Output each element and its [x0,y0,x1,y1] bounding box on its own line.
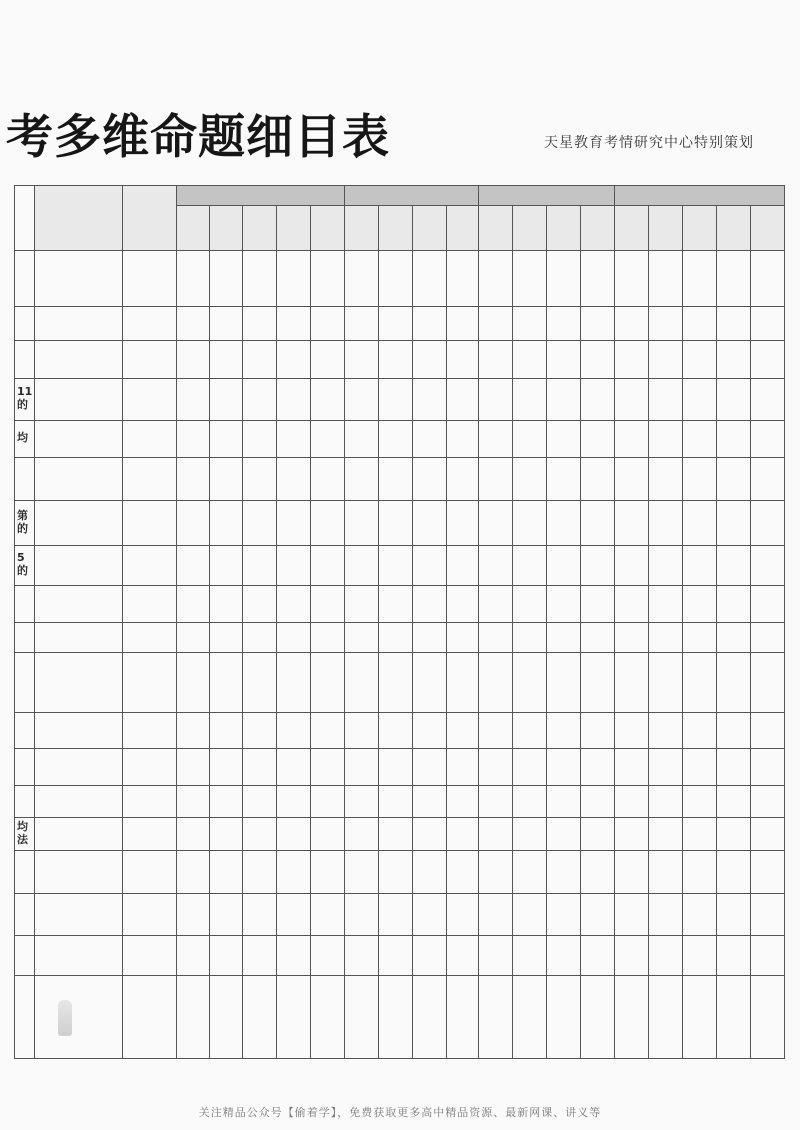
innovation-cell [34,585,122,622]
check-mark [478,306,512,340]
header-column [546,205,580,250]
check-mark [580,935,614,975]
header-innovation [34,185,122,250]
check-mark [310,975,344,1058]
row-rule [14,545,785,546]
header-group [176,185,344,205]
check-mark [750,378,784,420]
check-mark [648,893,682,935]
col-rule [716,205,717,1059]
check-mark [310,622,344,652]
check-mark [209,850,242,893]
check-mark [344,340,378,378]
col-rule [378,205,379,1059]
check-mark [412,652,446,712]
check-mark [512,785,546,817]
check-mark [209,420,242,457]
check-mark [242,817,276,850]
check-mark [344,622,378,652]
check-mark [546,975,580,1058]
header-situation [122,185,176,250]
situation-cell [122,748,176,785]
check-mark [344,785,378,817]
row-rule [14,306,785,307]
check-mark [176,500,209,545]
check-mark [209,340,242,378]
situation-cell [122,250,176,306]
situation-cell [122,457,176,500]
situation-cell [122,652,176,712]
innovation-cell [34,545,122,585]
header-group [614,185,784,205]
col-rule [34,185,35,1059]
check-mark [750,622,784,652]
check-mark [682,785,716,817]
check-mark [209,748,242,785]
check-mark [546,622,580,652]
footer-note: 关注精品公众号【偷着学】，免费获取更多高中精品资源、最新网课、讲义等 [198,1106,602,1119]
row-rule [14,893,785,894]
innovation-cell [34,748,122,785]
innovation-cell [34,785,122,817]
check-mark [546,652,580,712]
header-column [682,205,716,250]
check-mark [648,975,682,1058]
col-rule [122,185,123,1059]
check-mark [512,500,546,545]
check-mark [580,893,614,935]
check-mark [176,378,209,420]
col-rule [478,185,479,1059]
check-mark [344,652,378,712]
check-mark [682,457,716,500]
check-mark [344,306,378,340]
innovation-cell [34,850,122,893]
left-fragment: 第 的 [17,508,28,535]
row-rule [14,748,785,749]
check-mark [478,420,512,457]
check-mark [176,817,209,850]
check-mark [344,545,378,585]
check-mark [648,850,682,893]
col-rule [682,205,683,1059]
col-rule [446,205,447,1059]
header-group [344,185,478,205]
left-fragment: 5 的 [17,551,28,577]
check-mark [478,850,512,893]
header-column [614,205,648,250]
header-column [378,205,412,250]
check-mark [176,457,209,500]
check-mark [546,250,580,306]
check-mark [310,378,344,420]
header-column [716,205,750,250]
situation-cell [122,585,176,622]
check-mark [209,585,242,622]
check-mark [614,420,648,457]
check-mark [344,817,378,850]
check-mark [648,585,682,622]
col-rule [580,205,581,1059]
situation-cell [122,378,176,420]
situation-cell [122,712,176,748]
check-mark [716,935,750,975]
header-group [478,185,614,205]
innovation-cell [34,975,122,1058]
check-mark [412,622,446,652]
check-mark [344,850,378,893]
innovation-cell [34,652,122,712]
check-mark [209,500,242,545]
check-mark [412,545,446,585]
col-rule [614,185,615,1059]
col-rule [176,185,177,1059]
situation-cell [122,500,176,545]
check-mark [378,378,412,420]
check-mark [209,893,242,935]
situation-cell [122,622,176,652]
check-mark [512,250,546,306]
check-mark [344,585,378,622]
check-mark [176,748,209,785]
check-mark [344,250,378,306]
check-mark [176,935,209,975]
innovation-cell [34,712,122,748]
header-column [648,205,682,250]
innovation-cell [34,935,122,975]
check-mark [412,457,446,500]
check-mark [682,712,716,748]
check-mark [412,748,446,785]
col-rule [310,205,311,1059]
check-mark [512,545,546,585]
situation-cell [122,893,176,935]
check-mark [512,817,546,850]
check-mark [580,378,614,420]
innovation-cell [34,500,122,545]
check-mark [412,500,446,545]
check-mark [176,975,209,1058]
innovation-cell [34,306,122,340]
row-rule [14,340,785,341]
col-rule [209,205,210,1059]
left-fragment: 均 [17,431,28,445]
header-column [446,205,478,250]
check-mark [682,306,716,340]
page-title: 考多维命题细目表 [6,110,390,165]
header-column [478,205,512,250]
check-mark [378,893,412,935]
innovation-cell [34,817,122,850]
row-rule [14,652,785,653]
col-rule [512,205,513,1059]
col-rule [14,185,15,1059]
check-mark [176,420,209,457]
situation-cell [122,817,176,850]
check-mark [682,250,716,306]
check-mark [176,622,209,652]
check-mark [512,748,546,785]
row-rule [14,622,785,623]
check-mark [344,975,378,1058]
check-mark [478,712,512,748]
innovation-cell [34,340,122,378]
check-mark [412,785,446,817]
row-rule [14,1058,785,1059]
header-column [242,205,276,250]
situation-cell [122,785,176,817]
check-mark [716,817,750,850]
detail-table [0,175,790,1060]
check-mark [716,748,750,785]
innovation-cell [34,378,122,420]
check-mark [209,457,242,500]
check-mark [242,545,276,585]
check-mark [209,817,242,850]
row-rule [14,457,785,458]
header-column [750,205,784,250]
check-mark [412,585,446,622]
check-mark [344,748,378,785]
check-mark [750,652,784,712]
check-mark [209,652,242,712]
table-top-rule [14,185,785,186]
check-mark [716,500,750,545]
check-mark [176,652,209,712]
col-rule [750,205,751,1059]
header-column [412,205,446,250]
check-mark [242,785,276,817]
header-column [310,205,344,250]
col-rule [412,205,413,1059]
row-rule [14,585,785,586]
check-mark [716,545,750,585]
situation-cell [122,420,176,457]
row-rule [14,850,785,851]
group-rule [176,205,785,206]
row-rule [14,975,785,976]
row-rule [14,378,785,379]
situation-cell [122,306,176,340]
check-mark [546,545,580,585]
row-rule [14,420,785,421]
innovation-cell [34,420,122,457]
header-column [512,205,546,250]
col-rule [344,185,345,1059]
check-mark [176,785,209,817]
check-mark [209,306,242,340]
row-rule [14,500,785,501]
situation-cell [122,975,176,1058]
page-subtitle: 天星教育考情研究中心特别策划 [544,135,754,151]
check-mark [512,457,546,500]
left-fragment: 11 的 [17,385,33,411]
row-rule [14,250,785,251]
col-rule [648,205,649,1059]
check-mark [209,712,242,748]
header-column [580,205,614,250]
col-rule [784,185,785,1059]
header-column [344,205,378,250]
header-column [176,205,209,250]
row-rule [14,785,785,786]
left-fragment: 均 法 [17,819,28,846]
check-mark [276,652,310,712]
situation-cell [122,340,176,378]
innovation-cell [34,622,122,652]
col-rule [242,205,243,1059]
check-mark [446,975,478,1058]
row-rule [14,935,785,936]
check-mark [546,378,580,420]
situation-cell [122,935,176,975]
situation-cell [122,850,176,893]
innovation-cell [34,250,122,306]
innovation-cell [34,893,122,935]
check-mark [378,457,412,500]
header-column [276,205,310,250]
check-mark [310,545,344,585]
check-mark [512,622,546,652]
row-rule [14,817,785,818]
col-rule [546,205,547,1059]
header-column [209,205,242,250]
check-mark [378,935,412,975]
check-mark [580,457,614,500]
check-mark [344,420,378,457]
smudge [58,1000,72,1036]
situation-cell [122,545,176,585]
check-mark [478,340,512,378]
check-mark [310,250,344,306]
check-mark [614,340,648,378]
check-mark [310,652,344,712]
check-mark [209,935,242,975]
innovation-cell [34,457,122,500]
check-mark [512,585,546,622]
row-rule [14,712,785,713]
check-mark [412,378,446,420]
col-rule [276,205,277,1059]
